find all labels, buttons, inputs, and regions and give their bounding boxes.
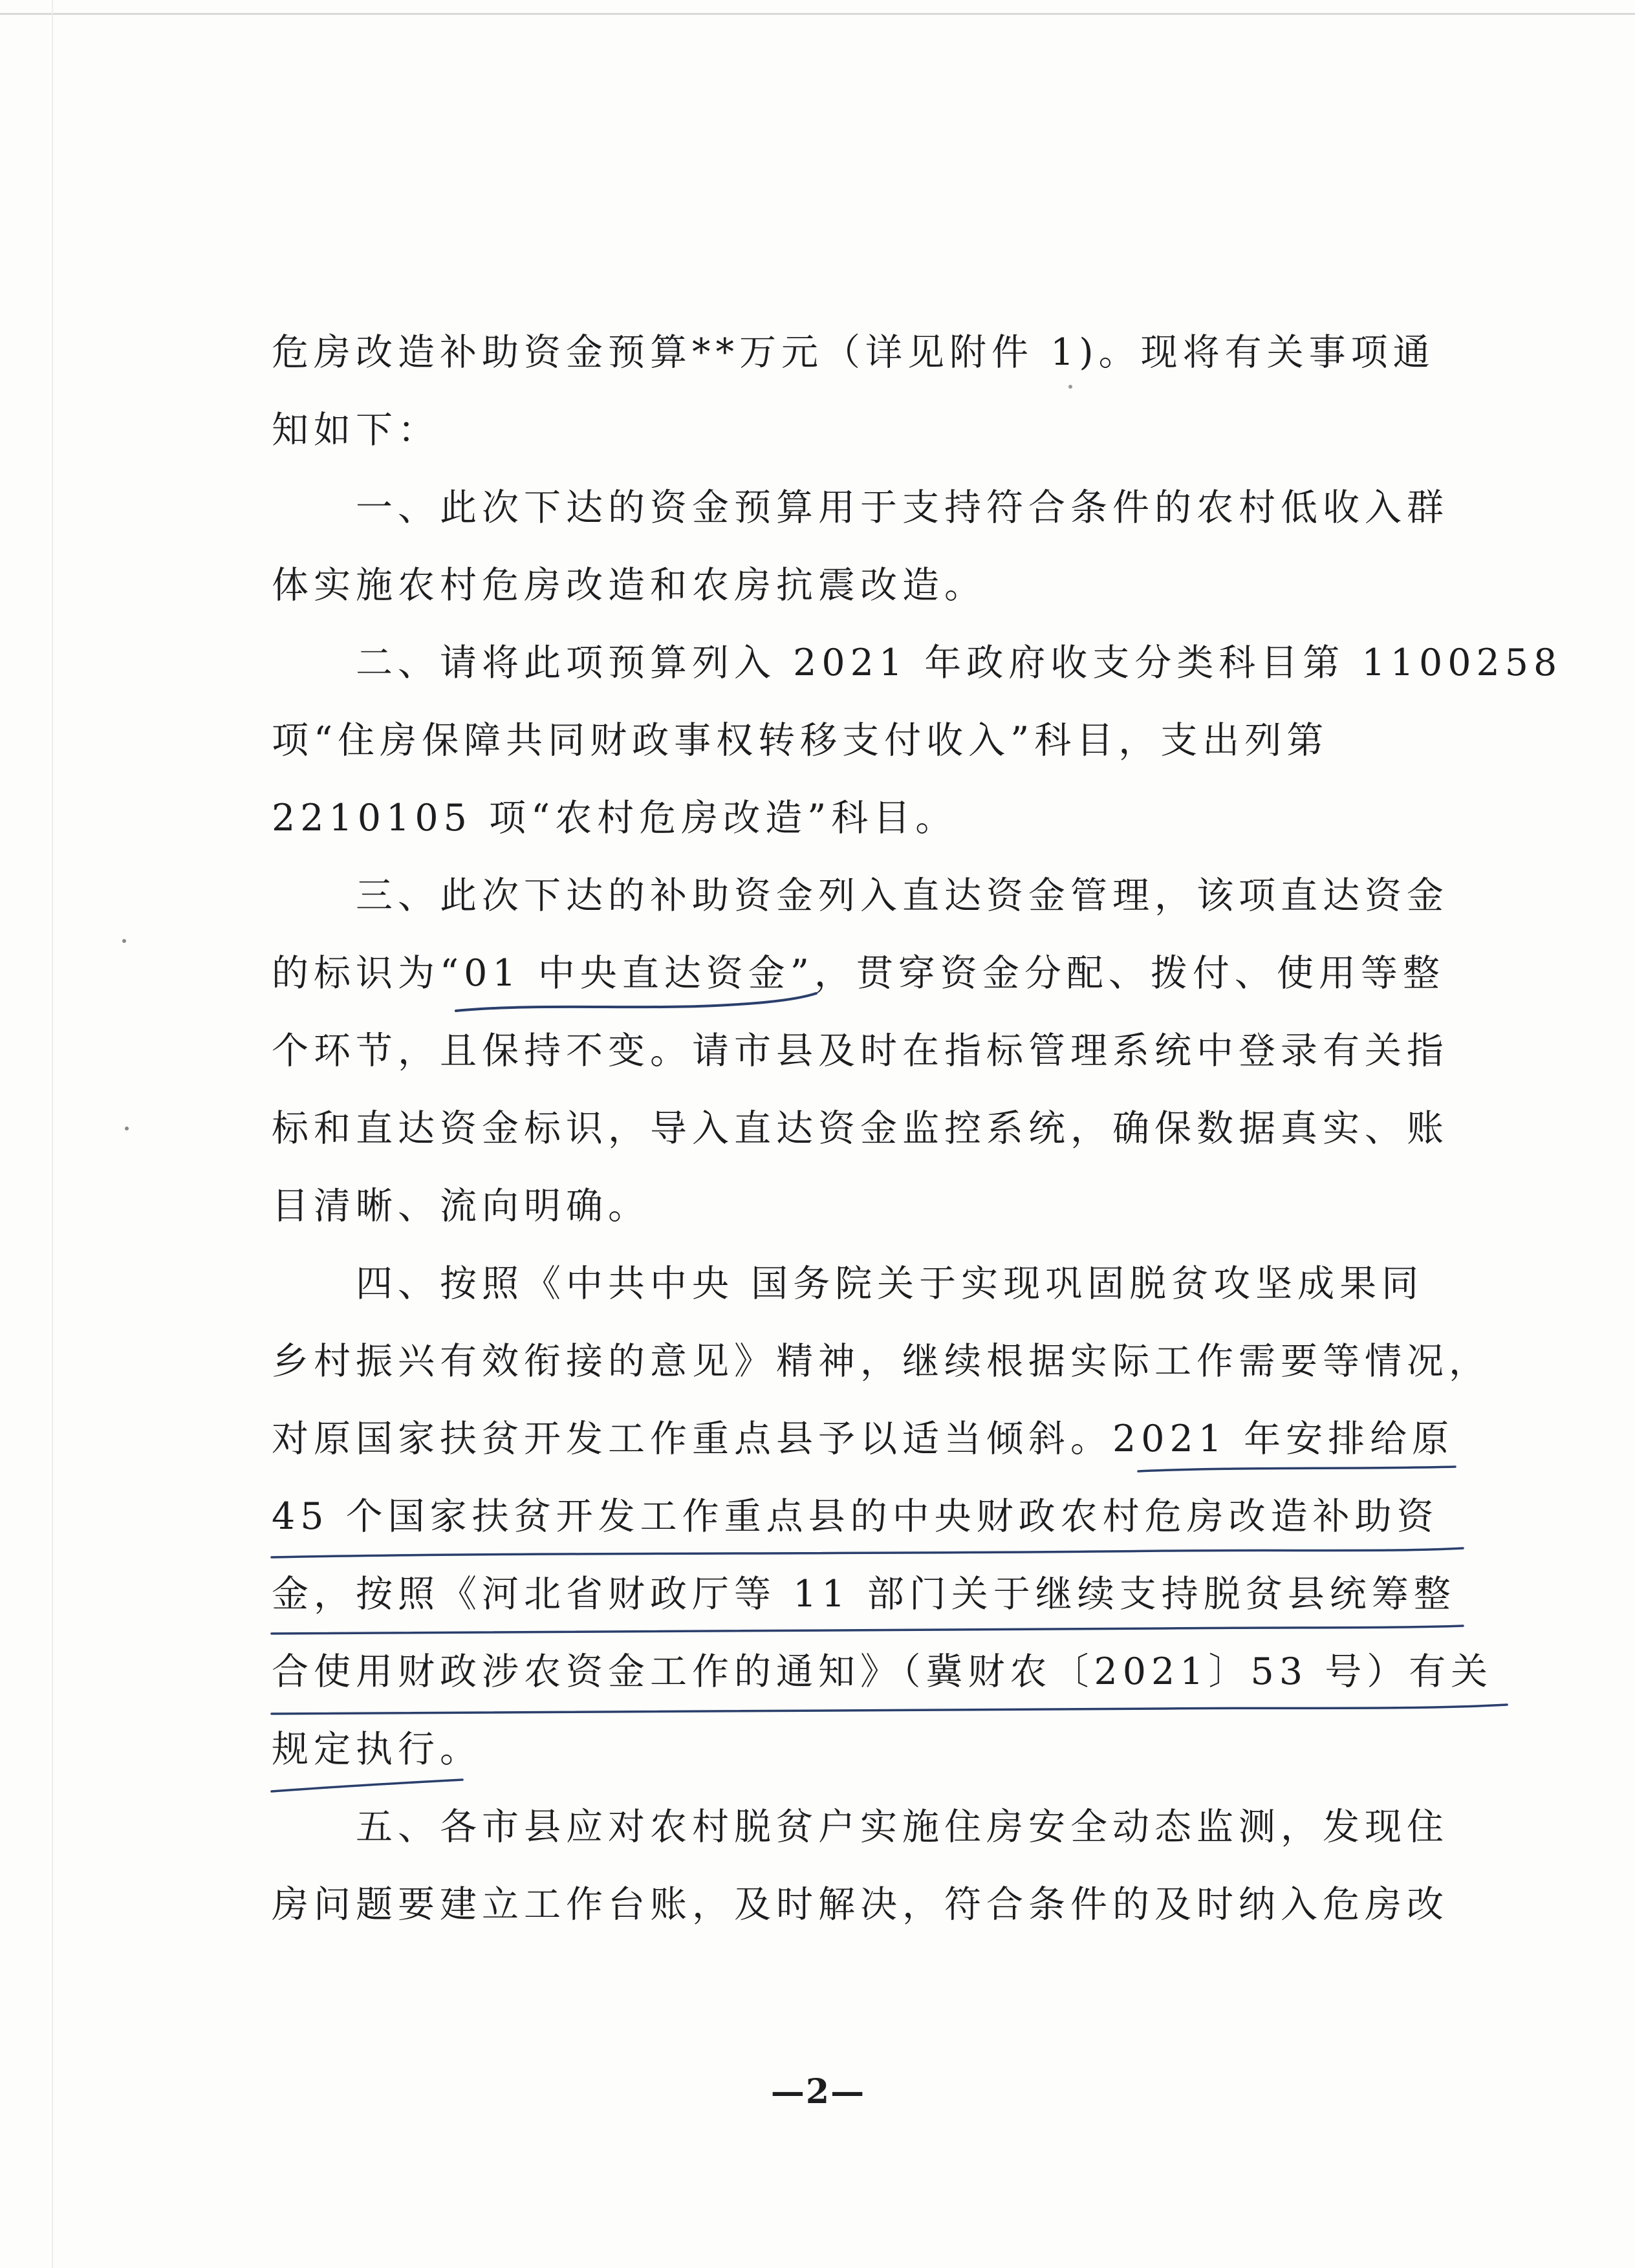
body-line: 金，按照《河北省财政厅等 11 部门关于继续支持脱贫县统筹整: [272, 1573, 1456, 1615]
scan-speck: [122, 939, 126, 943]
body-line: 五、各市县应对农村脱贫户实施住房安全动态监测，发现住: [272, 1806, 1449, 1848]
body-line: 体实施农村危房改造和农房抗震改造。: [272, 564, 986, 607]
body-line: 项“住房保障共同财政事权转移支付收入”科目，支出列第: [272, 719, 1329, 762]
body-line: 危房改造补助资金预算**万元（详见附件 1)。现将有关事项通: [272, 331, 1435, 374]
page-number: —2—: [770, 2072, 866, 2111]
body-line: 四、按照《中共中央 国务院关于实现巩固脱贫攻坚成果同: [272, 1262, 1424, 1305]
body-line: 二、请将此项预算列入 2021 年政府收支分类科目第 1100258: [272, 642, 1563, 684]
body-line: 个环节，且保持不变。请市县及时在指标管理系统中登录有关指: [272, 1030, 1449, 1072]
body-line: 乡村振兴有效衔接的意见》精神，继续根据实际工作需要等情况，: [272, 1340, 1491, 1383]
body-line: 三、此次下达的补助资金列入直达资金管理，该项直达资金: [272, 874, 1449, 917]
scan-speck: [125, 1127, 129, 1130]
body-line: 45 个国家扶贫开发工作重点县的中央财政农村危房改造补助资: [272, 1495, 1439, 1538]
body-line: 一、此次下达的资金预算用于支持符合条件的农村低收入群: [272, 486, 1449, 529]
body-line: 对原国家扶贫开发工作重点县予以适当倾斜。2021 年安排给原: [272, 1418, 1455, 1460]
body-line: 的标识为“01 中央直达资金”，贯穿资金分配、拨付、使用等整: [272, 952, 1445, 995]
body-line: 规定执行。: [272, 1728, 482, 1771]
scan-edge-left: [52, 0, 53, 2268]
scan-speck: [1068, 385, 1072, 389]
body-line: 目清晰、流向明确。: [272, 1185, 650, 1227]
pen-underline-line-3: [272, 1626, 1463, 1634]
body-line: 知如下：: [272, 409, 440, 451]
pen-underline-line-4: [272, 1705, 1507, 1714]
body-line: 2210105 项“农村危房改造”科目。: [272, 797, 958, 839]
body-line: 标和直达资金标识，导入直达资金监控系统，确保数据真实、账: [272, 1107, 1449, 1150]
body-line: 合使用财政涉农资金工作的通知》（冀财农〔2021〕53 号）有关: [272, 1650, 1493, 1693]
body-line: 房问题要建立工作台账，及时解决，符合条件的及时纳入危房改: [272, 1883, 1449, 1926]
pen-underline-line-2: [272, 1548, 1463, 1557]
scan-edge-top: [0, 13, 1635, 15]
